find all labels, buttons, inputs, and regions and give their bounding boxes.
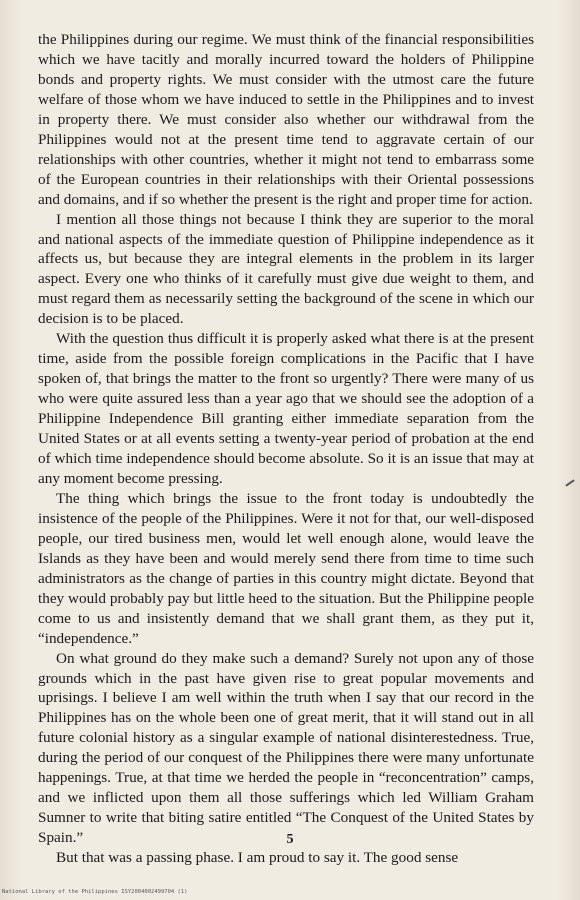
paragraph-1: the Philippines during our regime. We must think of the financial responsibilities which we have tacitly and morally incurred toward the holders of Philippine bonds and property rights. We must consider with the utmost care the future welfare of those whom we have induced to settle in the Philippines and to invest in property there. We must consider also whether our withdrawal from the Philippines would not at the present time tend to aggravate certain of our relationships with other countries, whether it might not tend to embarrass some of the European countries in their relationships with their Oriental possessions and domains, and if so whether the present is the right and proper time for action. bbox=[38, 31, 534, 208]
paragraph-3: With the question thus difficult it is properly asked what there is at the present time, aside from the possible foreign complications in the Pacific that I have spoken of, that brings the matter to the front so urgently? There were many of us who were quite assured less than a year ago that we should see the adoption of a Philippine Independence Bill granting either immediate separation from the United States or at all events setting a twenty-year period of probation at the end of which time independence should become absolute. So it is an issue that may at any moment become pressing. bbox=[38, 330, 534, 487]
scan-footer: National Library of the Philippines ISY2004002499704 (1) bbox=[2, 889, 188, 895]
body-text bbox=[38, 30, 534, 868]
page-number: 5 bbox=[286, 832, 294, 847]
paragraph-6: But that was a passing phase. I am proud to say it. The good sense bbox=[56, 849, 459, 867]
paragraph-4: The thing which brings the issue to the front today is undoubtedly the insistence of the people of the Philippines. Were it not for that, our well-disposed people, our tired business men, would let well enough alone, would leave the Islands as they have been and would merely send there from time to time such administrators as the change of parties in this country might dictate. Beyond that they would probably pay but little heed to the situation. But the Philippine people come to us and insistently demand that we shall grant them, as they put it, “independence.” bbox=[38, 489, 534, 647]
margin-mark bbox=[565, 479, 574, 486]
paragraph-5: On what ground do they make such a demand? Surely not upon any of those grounds which in the past have given rise to great popular movements and uprisings. I believe I am well within the truth when I say that our record in the Philippines has on the whole been one of great merit, that it will stand out in all future colonial history as a singular example of national disinterestedness. True, during the period of our conquest of the Philippines there were many unfortunate happenings. True, at that time we herded the people in “reconcentration” camps, and we inflicted upon them all those sufferings which led William Graham Sumner to write that biting satire entitled “The Conquest of the United States by Spain.” bbox=[38, 649, 534, 847]
paragraph-2: I mention all those things not because I think they are superior to the moral and national aspects of the immediate question of Philippine independence as it affects us, but because they are integral elements in the problem in its larger aspect. Every one who thinks of it carefully must give due weight to them, and must regard them as necessarily setting the background of the scene in which our decision is to be placed. bbox=[38, 210, 534, 328]
